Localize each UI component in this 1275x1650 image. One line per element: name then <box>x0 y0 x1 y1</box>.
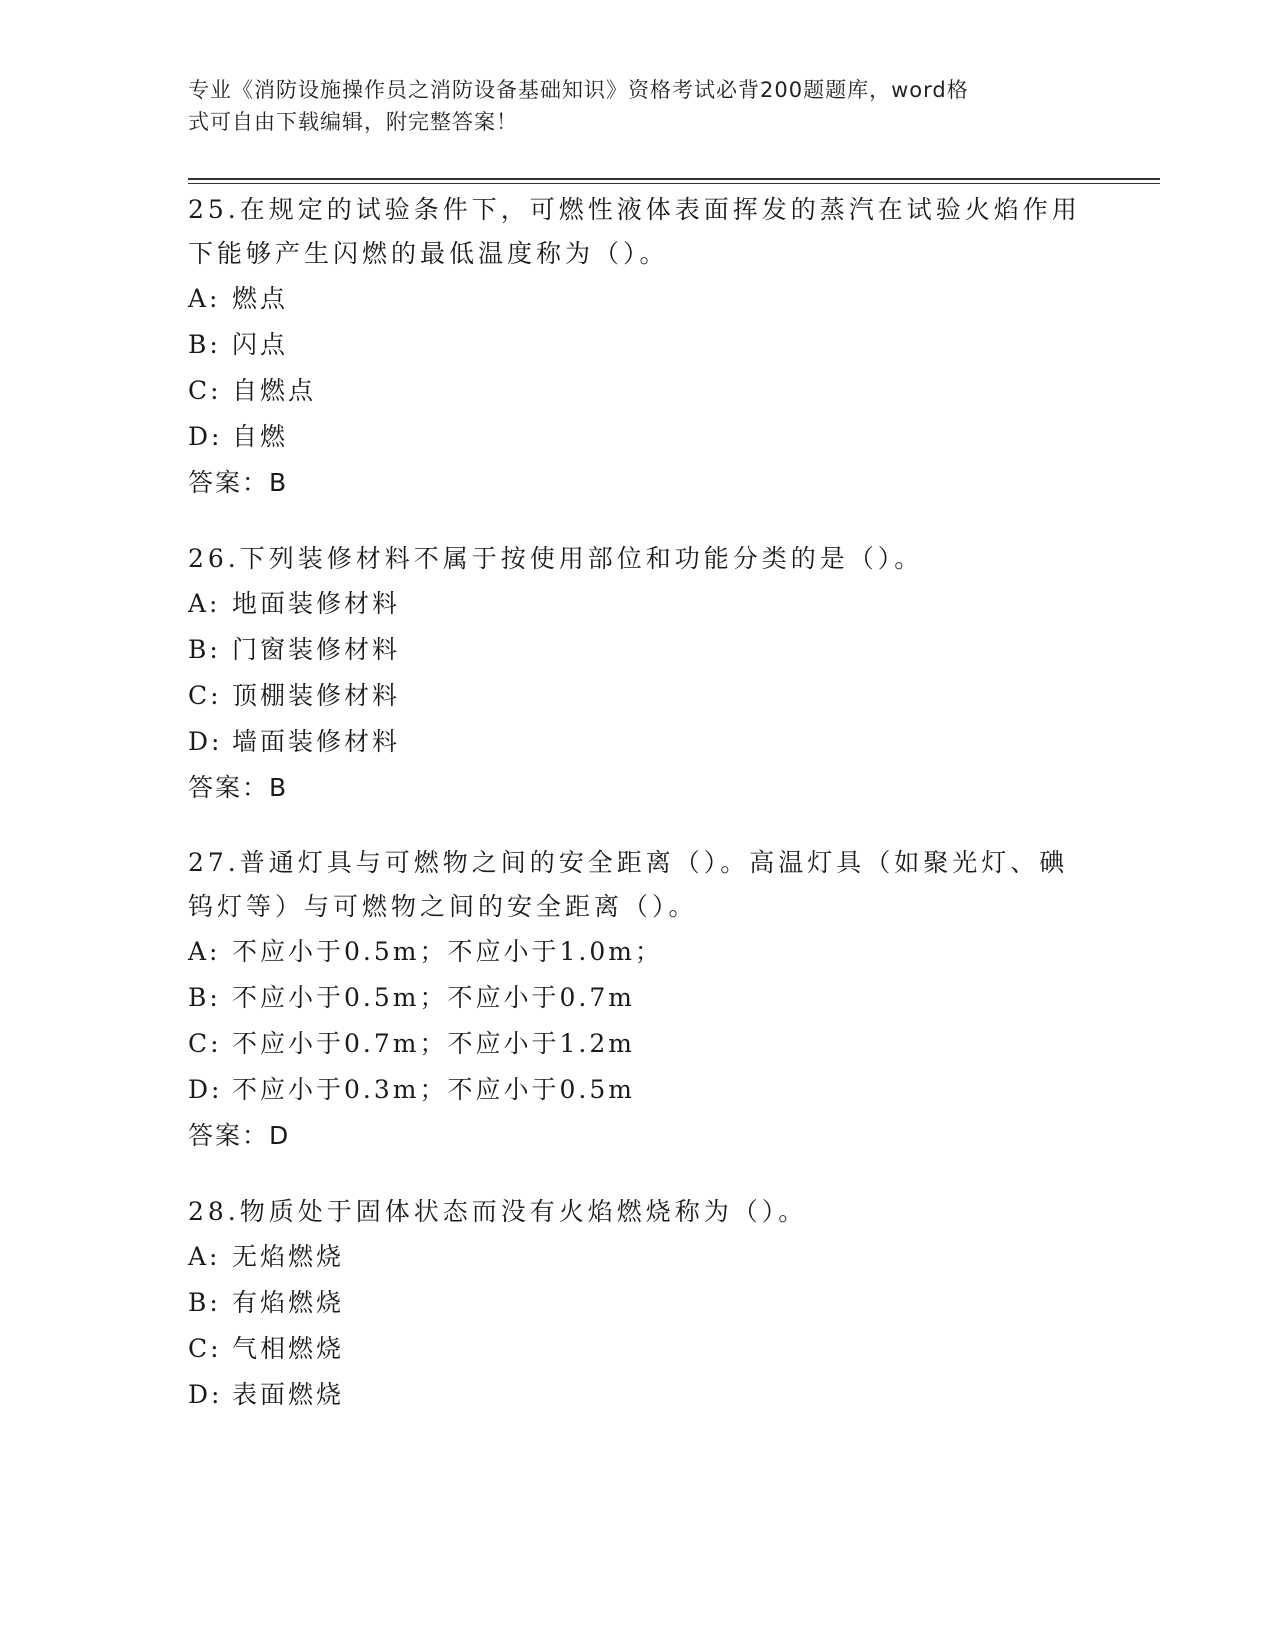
header-divider-thick <box>188 178 1160 180</box>
option-text: 墙面装修材料 <box>232 727 401 756</box>
question-text-continued: 下能够产生闪燃的最低温度称为（）。 <box>188 239 669 268</box>
question-text: 27.普通灯具与可燃物之间的安全距离（）。高温灯具（如聚光灯、碘 <box>188 848 1069 877</box>
option-b <box>188 975 1088 1021</box>
option-b <box>188 627 1088 673</box>
option-letter: A: <box>188 284 221 313</box>
option-letter: C: <box>188 1334 222 1363</box>
option-letter: C: <box>188 681 222 710</box>
option-text: 门窗装修材料 <box>232 635 401 664</box>
option-text: 自燃 <box>232 422 289 451</box>
option-b <box>188 1280 1088 1326</box>
option-c <box>188 368 1088 414</box>
header-divider-thin <box>188 183 1160 184</box>
question-text: 25.在规定的试验条件下，可燃性液体表面挥发的蒸汽在试验火焰作用 <box>188 195 1081 224</box>
option-letter: D: <box>188 1075 223 1104</box>
option-d <box>188 1372 1088 1418</box>
option-letter: A: <box>188 937 221 966</box>
option-text: 顶棚装修材料 <box>232 681 401 710</box>
option-a <box>188 929 1088 975</box>
option-text: 不应小于0.5m；不应小于1.0m； <box>232 937 663 966</box>
option-letter: C: <box>188 376 222 405</box>
header-line-1: 专业《消防设施操作员之消防设备基础知识》资格考试必背200题题库，word格 <box>188 78 969 102</box>
option-d <box>188 414 1088 460</box>
option-d <box>188 1067 1088 1113</box>
option-c <box>188 1326 1088 1372</box>
option-letter: B: <box>188 635 221 664</box>
option-letter: A: <box>188 1242 221 1271</box>
option-d <box>188 719 1088 765</box>
header-line-2: 式可自由下载编辑，附完整答案！ <box>188 110 518 134</box>
answer-label: 答案：B <box>188 468 289 497</box>
option-text: 有焰燃烧 <box>232 1288 345 1317</box>
answer-label: 答案：B <box>188 773 289 802</box>
option-text: 不应小于0.5m；不应小于0.7m <box>232 983 635 1012</box>
option-text: 无焰燃烧 <box>232 1242 345 1271</box>
option-text: 不应小于0.7m；不应小于1.2m <box>232 1029 635 1058</box>
option-letter: B: <box>188 330 221 359</box>
question-27 <box>188 841 1088 1159</box>
question-text: 26.下列装修材料不属于按使用部位和功能分类的是（）。 <box>188 544 924 573</box>
option-letter: B: <box>188 983 221 1012</box>
option-a <box>188 1234 1088 1280</box>
answer-label: 答案：D <box>188 1121 291 1150</box>
option-letter: D: <box>188 422 223 451</box>
question-text-continued: 钨灯等）与可燃物之间的安全距离（）。 <box>188 892 698 921</box>
option-c <box>188 673 1088 719</box>
question-26 <box>188 537 1088 811</box>
question-text: 28.物质处于固体状态而没有火焰燃烧称为（）。 <box>188 1197 808 1226</box>
option-text: 气相燃烧 <box>232 1334 345 1363</box>
option-a <box>188 581 1088 627</box>
option-letter: B: <box>188 1288 221 1317</box>
option-text: 自燃点 <box>232 376 317 405</box>
document-header <box>188 74 1068 138</box>
option-text: 地面装修材料 <box>232 589 401 618</box>
option-text: 燃点 <box>232 284 289 313</box>
question-25 <box>188 188 1088 506</box>
option-letter: D: <box>188 727 223 756</box>
option-text: 闪点 <box>232 330 289 359</box>
question-28 <box>188 1190 1088 1418</box>
option-letter: D: <box>188 1380 223 1409</box>
option-text: 表面燃烧 <box>232 1380 345 1409</box>
option-letter: C: <box>188 1029 222 1058</box>
option-text: 不应小于0.3m；不应小于0.5m <box>232 1075 635 1104</box>
option-b <box>188 322 1088 368</box>
option-c <box>188 1021 1088 1067</box>
option-a <box>188 276 1088 322</box>
option-letter: A: <box>188 589 221 618</box>
